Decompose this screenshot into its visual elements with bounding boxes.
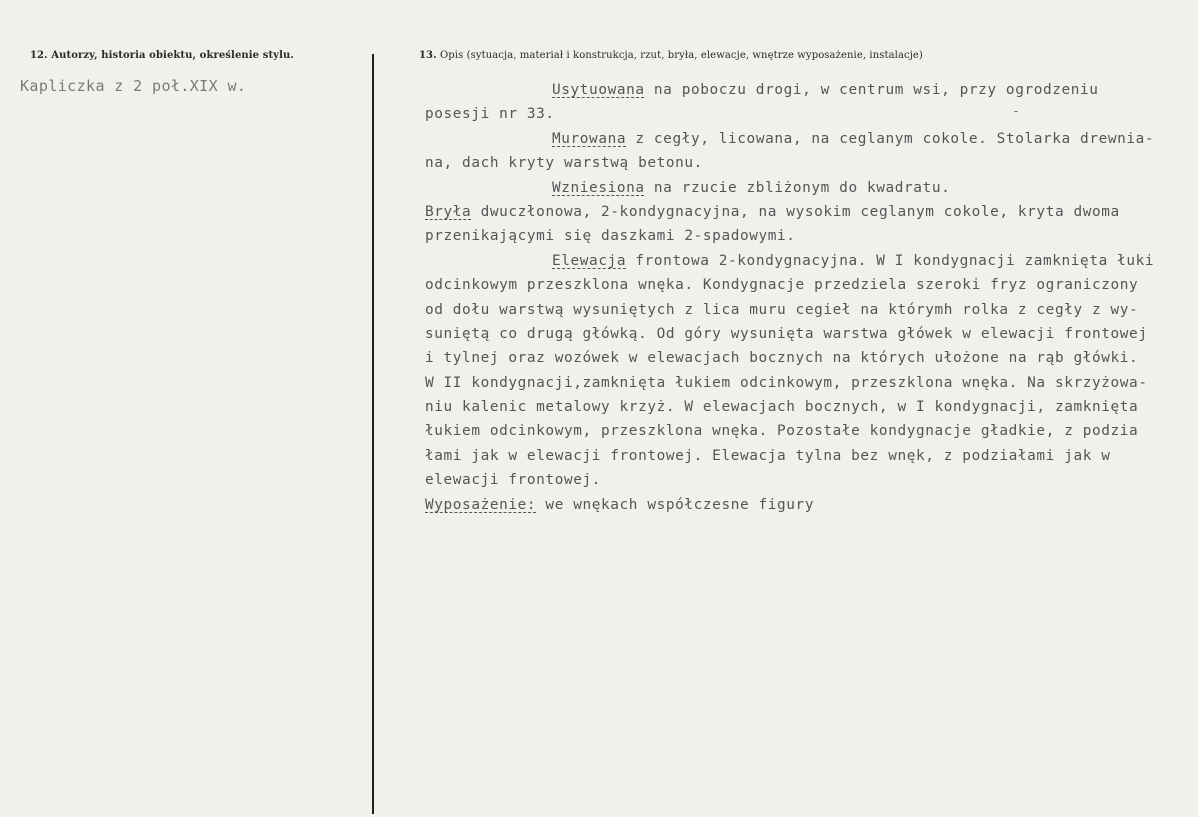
line-text: przenikającymi się daszkami 2-spadowymi. xyxy=(425,228,796,245)
keyword: Wyposażenie: xyxy=(425,496,537,513)
field-13-content xyxy=(425,78,1197,517)
line-text: W II kondygnacji,zamknięta łukiem odcinkowym, przeszklona wnęka. Na skrzyżowa- xyxy=(425,374,1148,391)
keyword: Bryła xyxy=(425,203,472,220)
keyword: Murowana xyxy=(552,130,627,147)
description-line xyxy=(425,249,1197,273)
keyword: Wzniesiona xyxy=(552,179,645,196)
column-divider xyxy=(372,54,374,814)
description-line xyxy=(425,151,1197,175)
line-text: na poboczu drogi, w centrum wsi, przy ogrodzeniu xyxy=(644,82,1099,98)
line-text: łukiem odcinkowym, przeszklona wnęka. Pozostałe kondygnacje gładkie, z podzia xyxy=(425,423,1139,440)
line-text: łami jak w elewacji frontowej. Elewacja tylna bez wnęk, z podziałami jak w xyxy=(425,447,1111,464)
line-text: na rzucie zbliżonym do kwadratu. xyxy=(644,179,951,196)
line-text: i tylnej oraz wozówek w elewacjach bocznych na których ułożone na rąb główki. xyxy=(425,350,1139,367)
description-line xyxy=(425,322,1197,346)
description-line xyxy=(425,395,1197,419)
description-line xyxy=(425,176,1197,200)
line-text: posesji nr 33. xyxy=(425,106,555,123)
description-line xyxy=(425,298,1197,322)
description-line xyxy=(425,444,1197,468)
line-text: od dołu warstwą wysuniętych z lica muru cegieł na którymh rolka z cegły z wy- xyxy=(425,301,1139,318)
margin-dash: - xyxy=(1012,104,1020,119)
description-line xyxy=(425,468,1197,492)
description-line xyxy=(425,419,1197,443)
description-line xyxy=(425,273,1197,297)
field-12-header: 12. Autorzy, historia obiektu, określenie stylu. xyxy=(30,50,294,61)
description-line xyxy=(425,127,1197,151)
description-line xyxy=(425,102,1197,126)
field-13-header-text: Opis (sytuacja, materiał i konstrukcja, rzut, bryła, elewacje, wnętrze wyposażenie, instalacje) xyxy=(439,50,923,61)
description-line xyxy=(425,78,1197,102)
line-text: elewacji frontowej. xyxy=(425,472,602,489)
line-text: odcinkowym przeszklona wnęka. Kondygnacje przedziela szeroki fryz ograniczony xyxy=(425,277,1139,294)
line-text: z cegły, licowana, na ceglanym cokole. Stolarka drewnia- xyxy=(626,130,1155,147)
description-line xyxy=(425,371,1197,395)
field-13-number: 13. xyxy=(419,50,437,61)
line-text: niu kalenic metalowy krzyż. W elewacjach bocznych, w I kondygnacji, zamknięta xyxy=(425,399,1139,416)
field-13-header xyxy=(419,50,923,61)
line-text: suniętą co drugą główką. Od góry wysunięta warstwa główek w elewacji frontowej xyxy=(425,325,1148,342)
description-line xyxy=(425,224,1197,248)
line-text: dwuczłonowa, 2-kondygnacyjna, na wysokim ceglanym cokole, kryta dwoma xyxy=(471,203,1120,220)
keyword: Elewacja xyxy=(552,252,627,269)
line-text: we wnękach współczesne figury xyxy=(536,496,815,513)
line-text: frontowa 2-kondygnacyjna. W I kondygnacji zamknięta łuki xyxy=(626,252,1155,269)
field-12-content: Kapliczka z 2 poł.XIX w. xyxy=(20,77,247,95)
keyword: Usytuowana xyxy=(552,82,645,98)
line-text: na, dach kryty warstwą betonu. xyxy=(425,155,703,172)
description-line xyxy=(425,346,1197,370)
description-line xyxy=(425,200,1197,224)
description-line xyxy=(425,493,1197,517)
